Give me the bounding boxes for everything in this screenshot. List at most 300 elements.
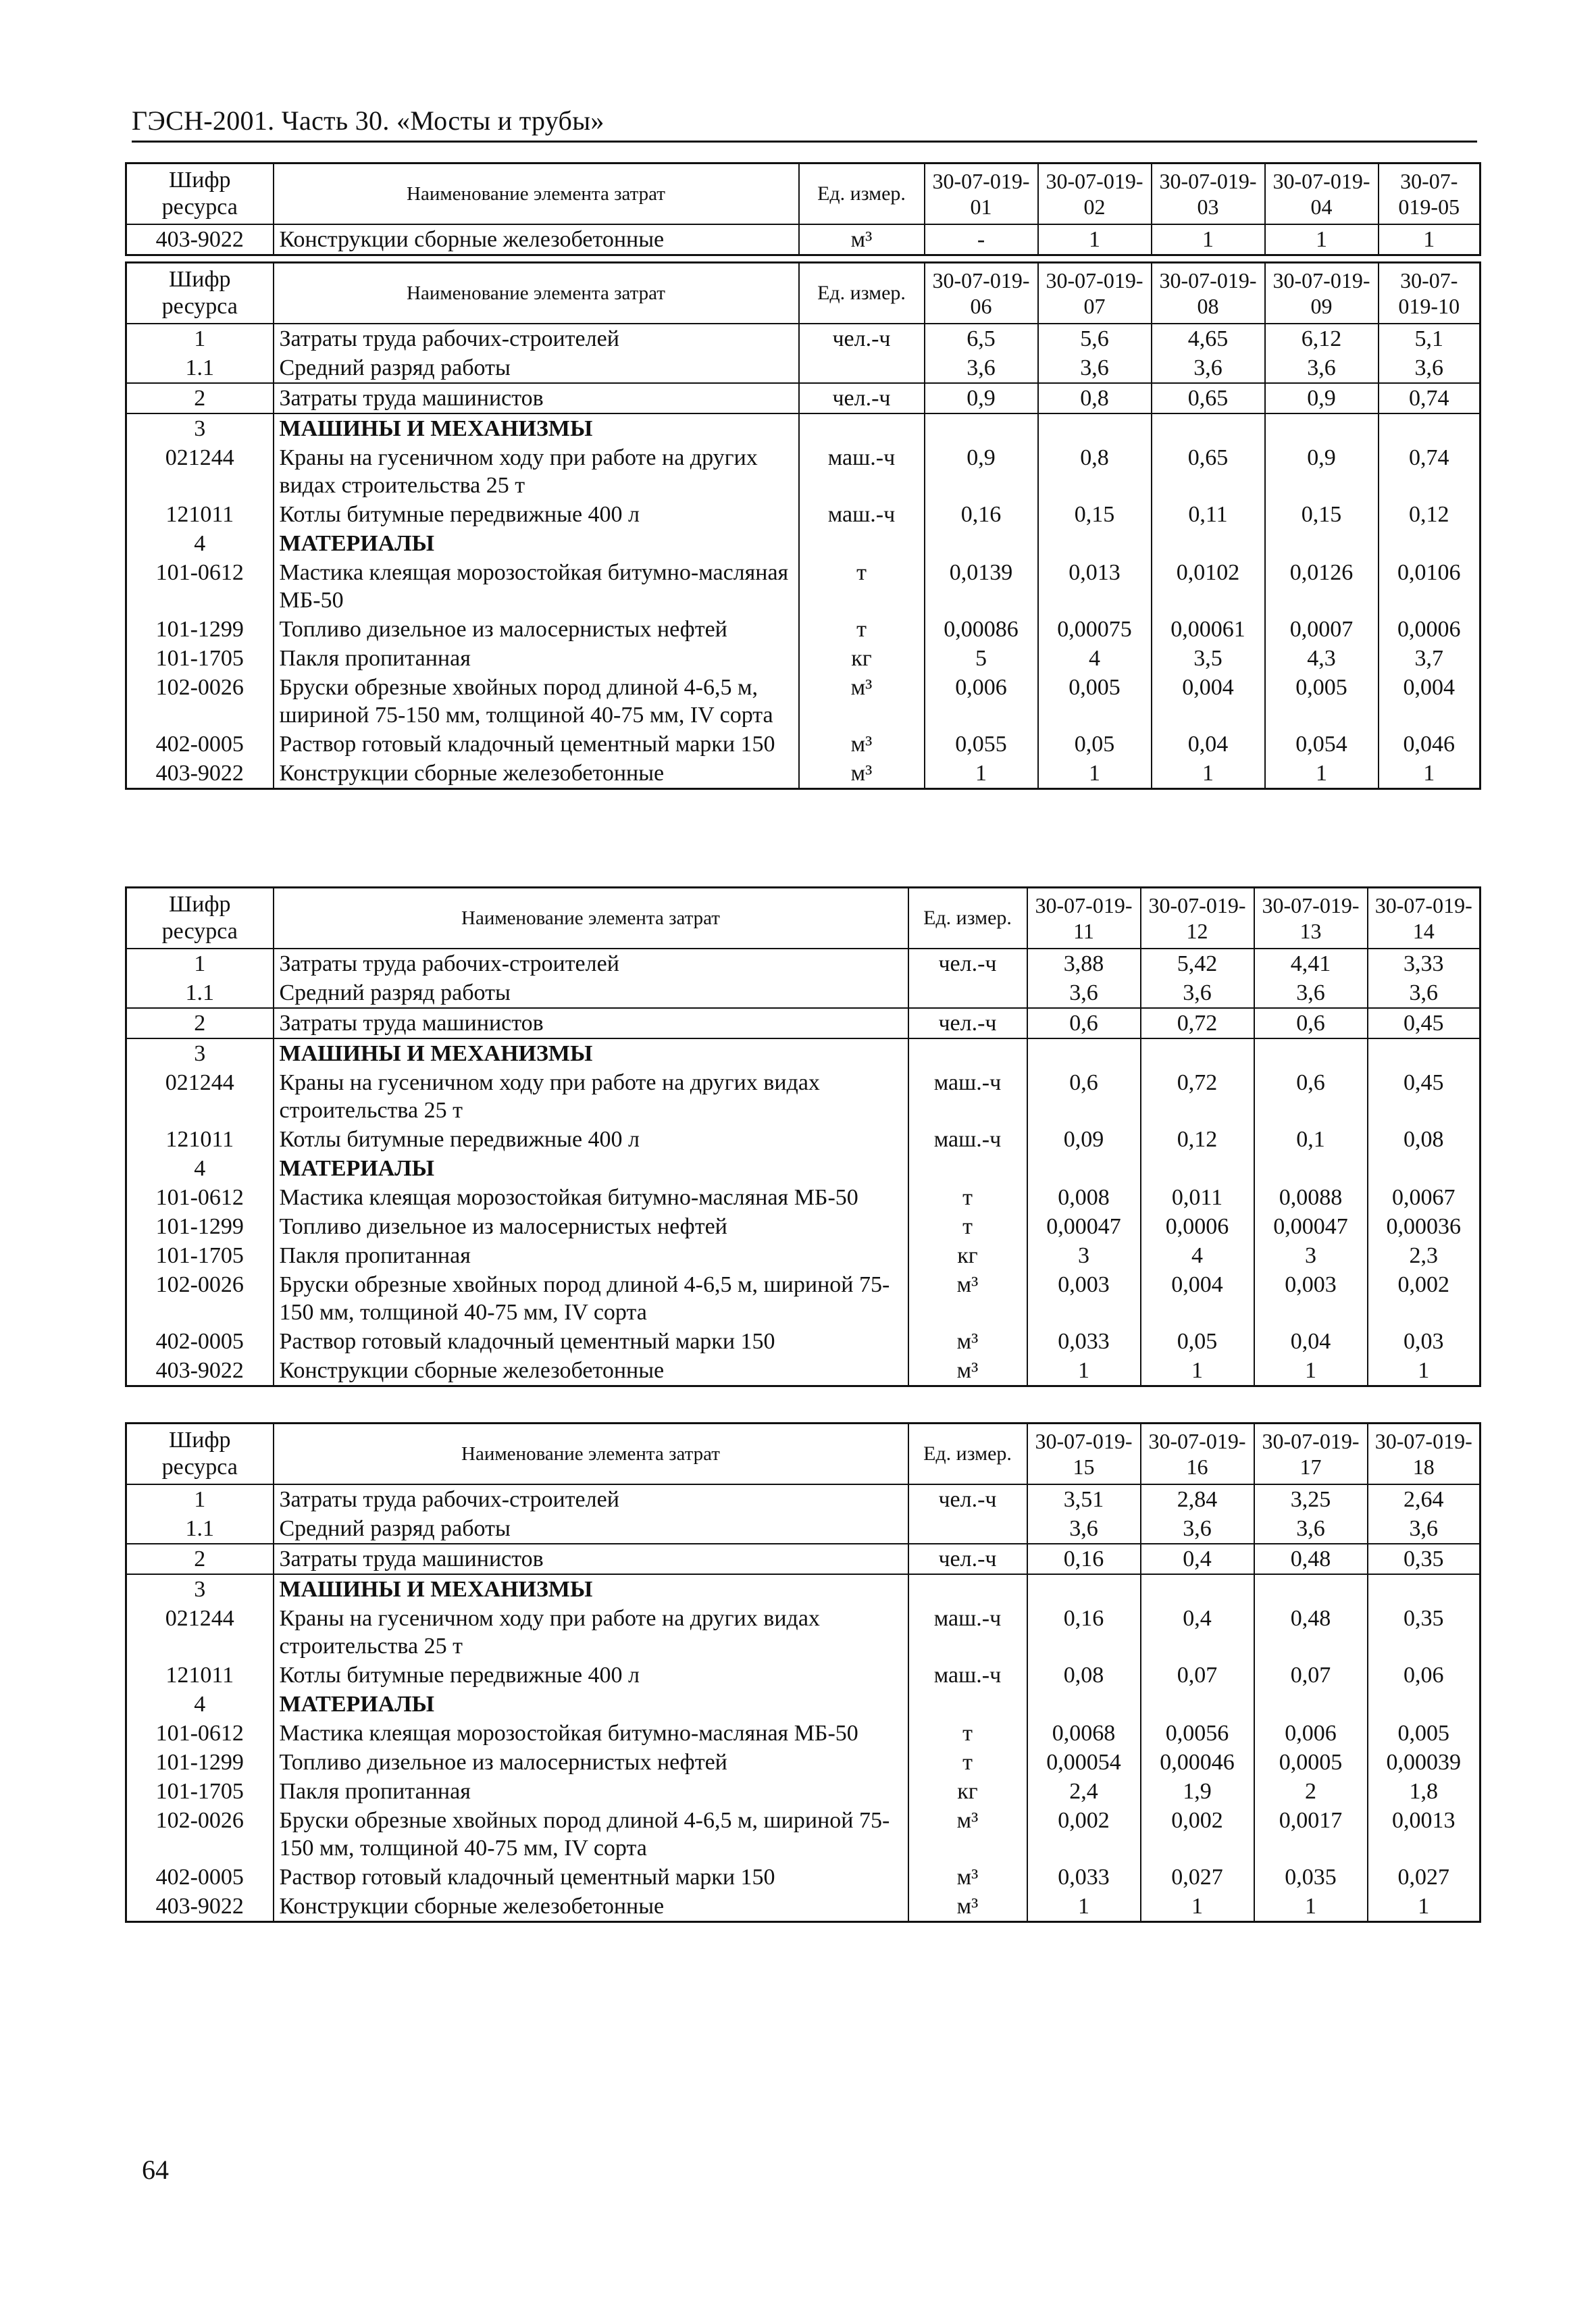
resource-code-cell: 101-0612 [126,1719,274,1748]
value-cell: 2,3 [1368,1241,1481,1270]
unit-cell: м³ [799,224,925,255]
value-cell: 0,72 [1141,1008,1254,1038]
value-cell: 3,6 [1152,353,1265,383]
section-row [126,1690,1481,1719]
value-cell [1368,1574,1481,1604]
value-cell: 5,6 [1038,324,1152,353]
unit-cell: м³ [908,1356,1027,1386]
value-cell: 0,005 [1368,1719,1481,1748]
value-cell: 0,35 [1368,1604,1481,1661]
resource-code-cell: 101-1705 [126,1241,274,1270]
resource-name-cell: Затраты труда машинистов [274,383,799,413]
value-cell: 0,055 [925,730,1038,759]
table-row [126,730,1481,759]
section-title-cell: МАТЕРИАЛЫ [274,529,799,558]
resource-table-4 [125,1422,1479,1923]
unit-cell: т [908,1212,1027,1241]
value-cell [1027,1574,1141,1604]
value-cell: 0,005 [1038,673,1152,730]
value-cell: 2 [1254,1777,1368,1806]
resource-name-cell: Мастика клеящая морозостойкая битумно-масляная МБ-50 [274,1183,908,1212]
header-row [126,888,1481,949]
value-cell: 0,07 [1141,1661,1254,1690]
resource-code-cell: 402-0005 [126,730,274,759]
value-cell: 1 [925,759,1038,789]
value-cell: 0,005 [1265,673,1379,730]
value-cell [1254,1690,1368,1719]
value-cell: 0,002 [1027,1806,1141,1863]
unit-cell: маш.-ч [908,1125,1027,1154]
value-cell [1368,1038,1481,1068]
value-cell: 0,0017 [1254,1806,1368,1863]
resource-name-cell: Затраты труда рабочих-строителей [274,949,908,978]
resource-name-cell: Конструкции сборные железобетонные [274,1892,908,1922]
value-cell: 3,6 [1254,978,1368,1008]
value-cell: 0,6 [1027,1068,1141,1125]
header-rate-code: 30-07-019-05 [1379,164,1481,225]
table-row [126,615,1481,644]
header-rate-code: 30-07-019-10 [1379,263,1481,324]
header-name: Наименование элемента затрат [274,1424,908,1485]
resource-name-cell: Затраты труда рабочих-строителей [274,1484,908,1514]
section-row [126,529,1481,558]
value-cell: 1 [1152,224,1265,255]
unit-cell: маш.-ч [908,1604,1027,1661]
unit-cell [908,1514,1027,1544]
resource-code-cell: 3 [126,1574,274,1604]
value-cell: 3,6 [1027,978,1141,1008]
resource-name-cell: Краны на гусеничном ходу при работе на других видах строительства 25 т [274,443,799,500]
value-cell: 0,008 [1027,1183,1141,1212]
table-row [126,673,1481,730]
table-row [126,1892,1481,1922]
header-code: Шифр ресурса [126,1424,274,1485]
header-rate-code: 30-07-019-03 [1152,164,1265,225]
value-cell: 0,0067 [1368,1183,1481,1212]
value-cell [1038,413,1152,443]
table-row [126,1863,1481,1892]
value-cell: 4,65 [1152,324,1265,353]
unit-cell: м³ [908,1327,1027,1356]
value-cell: 2,4 [1027,1777,1141,1806]
header-code: Шифр ресурса [126,888,274,949]
table-row [126,1008,1481,1038]
header-rate-code: 30-07-019-09 [1265,263,1379,324]
value-cell [1038,529,1152,558]
header-rate-code: 30-07-019-06 [925,263,1038,324]
header-rate-code: 30-07-019-15 [1027,1424,1141,1485]
table-row [126,1806,1481,1863]
unit-cell: чел.-ч [908,1544,1027,1574]
value-cell: 1 [1038,759,1152,789]
table-row [126,1270,1481,1327]
value-cell: 0,4 [1141,1544,1254,1574]
resource-name-cell: Краны на гусеничном ходу при работе на других видах строительства 25 т [274,1604,908,1661]
header-code: Шифр ресурса [126,263,274,324]
resource-name-cell: Средний разряд работы [274,978,908,1008]
header-rate-code: 30-07-019-13 [1254,888,1368,949]
value-cell: 0,6 [1027,1008,1141,1038]
value-cell: 3,33 [1368,949,1481,978]
value-cell: 0,0056 [1141,1719,1254,1748]
table-row [126,1777,1481,1806]
value-cell: 0,004 [1152,673,1265,730]
value-cell: 0,48 [1254,1544,1368,1574]
header-row [126,263,1481,324]
value-cell: 1 [1141,1356,1254,1386]
value-cell: 0,65 [1152,443,1265,500]
value-cell: 0,04 [1152,730,1265,759]
resource-table-1 [125,162,1479,256]
resource-name-cell: Бруски обрезные хвойных пород длиной 4-6,5 м, шириной 75-150 мм, толщиной 40-75 мм, IV сорта [274,1806,908,1863]
value-cell: 0,09 [1027,1125,1141,1154]
resource-code-cell: 102-0026 [126,673,274,730]
resource-name-cell: Конструкции сборные железобетонные [274,224,799,255]
unit-cell: м³ [799,673,925,730]
unit-cell: чел.-ч [908,1008,1027,1038]
value-cell [1027,1690,1141,1719]
resource-code-cell: 1 [126,1484,274,1514]
value-cell [1379,529,1481,558]
resource-name-cell: Затраты труда рабочих-строителей [274,324,799,353]
value-cell: 0,0007 [1265,615,1379,644]
value-cell: 0,9 [925,383,1038,413]
value-cell: 2,84 [1141,1484,1254,1514]
value-cell: 0,08 [1368,1125,1481,1154]
header-rate-code: 30-07-019-04 [1265,164,1379,225]
section-title-cell: МАТЕРИАЛЫ [274,1690,908,1719]
unit-cell: маш.-ч [908,1661,1027,1690]
value-cell [1254,1038,1368,1068]
header-rate-code: 30-07-019-08 [1152,263,1265,324]
resource-name-cell: Затраты труда машинистов [274,1544,908,1574]
header-name: Наименование элемента затрат [274,164,799,225]
value-cell: 4,41 [1254,949,1368,978]
value-cell: 0,74 [1379,383,1481,413]
value-cell: 1 [1254,1892,1368,1922]
resource-name-cell: Пакля пропитанная [274,644,799,673]
value-cell: 1 [1265,759,1379,789]
value-cell: 1 [1027,1892,1141,1922]
value-cell: 0,9 [1265,443,1379,500]
value-cell: 0,11 [1152,500,1265,529]
unit-cell: кг [908,1777,1027,1806]
resource-code-cell: 1.1 [126,1514,274,1544]
unit-cell: т [908,1719,1027,1748]
value-cell: 0,45 [1368,1068,1481,1125]
value-cell: 0,45 [1368,1008,1481,1038]
unit-cell: м³ [799,759,925,789]
header-unit: Ед. измер. [908,1424,1027,1485]
resource-code-cell: 021244 [126,1068,274,1125]
value-cell: 0,4 [1141,1604,1254,1661]
resource-code-cell: 121011 [126,1661,274,1690]
value-cell [925,413,1038,443]
unit-cell: т [799,558,925,615]
value-cell: 3,6 [1141,1514,1254,1544]
value-cell: - [925,224,1038,255]
value-cell: 0,9 [1265,383,1379,413]
resource-name-cell: Топливо дизельное из малосернистых нефтей [274,615,799,644]
value-cell [1141,1690,1254,1719]
resource-code-cell: 1 [126,949,274,978]
value-cell: 0,00046 [1141,1748,1254,1777]
resource-code-cell: 101-1299 [126,1748,274,1777]
value-cell: 0,00039 [1368,1748,1481,1777]
value-cell: 3,6 [1368,1514,1481,1544]
value-cell: 5,1 [1379,324,1481,353]
resource-code-cell: 402-0005 [126,1863,274,1892]
value-cell: 0,033 [1027,1863,1141,1892]
resource-code-cell: 101-1299 [126,615,274,644]
value-cell: 1 [1379,759,1481,789]
resource-code-cell: 101-0612 [126,558,274,615]
value-cell: 0,03 [1368,1327,1481,1356]
resource-code-cell: 403-9022 [126,759,274,789]
unit-cell: т [908,1748,1027,1777]
value-cell: 0,00086 [925,615,1038,644]
value-cell: 2,64 [1368,1484,1481,1514]
unit-cell: кг [908,1241,1027,1270]
value-cell [1265,529,1379,558]
value-cell: 0,16 [925,500,1038,529]
resource-name-cell: Мастика клеящая морозостойкая битумно-масляная МБ-50 [274,1719,908,1748]
table-row [126,1719,1481,1748]
value-cell [1152,529,1265,558]
value-cell: 0,003 [1254,1270,1368,1327]
value-cell: 3,6 [1254,1514,1368,1544]
resource-name-cell: Топливо дизельное из малосернистых нефтей [274,1748,908,1777]
value-cell: 3,6 [1027,1514,1141,1544]
value-cell: 0,035 [1254,1863,1368,1892]
table-row [126,1661,1481,1690]
value-cell: 1 [1368,1892,1481,1922]
resource-name-cell: Пакля пропитанная [274,1777,908,1806]
estimate-table [125,261,1481,790]
table-row [126,949,1481,978]
unit-cell [908,1574,1027,1604]
value-cell: 6,12 [1265,324,1379,353]
value-cell: 1 [1265,224,1379,255]
table-row [126,1327,1481,1356]
section-title-cell: МАШИНЫ И МЕХАНИЗМЫ [274,413,799,443]
header-name: Наименование элемента затрат [274,888,908,949]
value-cell [1265,413,1379,443]
value-cell: 1 [1038,224,1152,255]
value-cell [925,529,1038,558]
value-cell [1027,1154,1141,1183]
value-cell: 0,0006 [1141,1212,1254,1241]
unit-cell: м³ [908,1806,1027,1863]
unit-cell: маш.-ч [799,500,925,529]
table-row [126,353,1481,383]
resource-code-cell: 402-0005 [126,1327,274,1356]
value-cell: 3,51 [1027,1484,1141,1514]
section-row [126,1154,1481,1183]
resource-code-cell: 101-1299 [126,1212,274,1241]
table-row [126,224,1481,255]
unit-cell [908,1154,1027,1183]
resource-table-2 [125,261,1479,790]
value-cell: 3,6 [1038,353,1152,383]
value-cell: 3,6 [1141,978,1254,1008]
value-cell: 0,054 [1265,730,1379,759]
value-cell: 3,6 [1379,353,1481,383]
value-cell [1368,1690,1481,1719]
table-row [126,1748,1481,1777]
value-cell: 0,0006 [1379,615,1481,644]
resource-code-cell: 4 [126,1690,274,1719]
value-cell: 0,08 [1027,1661,1141,1690]
header-rate-code: 30-07-019-11 [1027,888,1141,949]
value-cell: 0,16 [1027,1544,1141,1574]
header-unit: Ед. измер. [908,888,1027,949]
resource-name-cell: Средний разряд работы [274,353,799,383]
value-cell: 4 [1038,644,1152,673]
unit-cell: кг [799,644,925,673]
value-cell: 0,033 [1027,1327,1141,1356]
resource-code-cell: 1.1 [126,353,274,383]
resource-code-cell: 3 [126,413,274,443]
value-cell [1141,1574,1254,1604]
table-row [126,1544,1481,1574]
unit-cell [799,529,925,558]
resource-code-cell: 2 [126,383,274,413]
table-row [126,1604,1481,1661]
unit-cell: чел.-ч [908,1484,1027,1514]
value-cell: 0,0088 [1254,1183,1368,1212]
value-cell: 0,74 [1379,443,1481,500]
value-cell: 0,00075 [1038,615,1152,644]
resource-name-cell: Котлы битумные передвижные 400 л [274,1125,908,1154]
value-cell: 3,7 [1379,644,1481,673]
value-cell: 5,42 [1141,949,1254,978]
table-row [126,558,1481,615]
value-cell: 0,35 [1368,1544,1481,1574]
value-cell [1368,1154,1481,1183]
header-rate-code: 30-07-019-18 [1368,1424,1481,1485]
value-cell [1152,413,1265,443]
resource-name-cell: Пакля пропитанная [274,1241,908,1270]
value-cell [1254,1154,1368,1183]
table-row [126,1183,1481,1212]
header-unit: Ед. измер. [799,164,925,225]
value-cell: 5 [925,644,1038,673]
table-row [126,1356,1481,1386]
header-code: Шифр ресурса [126,164,274,225]
resource-code-cell: 021244 [126,443,274,500]
resource-code-cell: 1.1 [126,978,274,1008]
unit-cell: маш.-ч [908,1068,1027,1125]
unit-cell [799,413,925,443]
resource-code-cell: 403-9022 [126,224,274,255]
header-rate-code: 30-07-019-17 [1254,1424,1368,1485]
section-row [126,1574,1481,1604]
section-row [126,1038,1481,1068]
resource-code-cell: 403-9022 [126,1356,274,1386]
resource-name-cell: Краны на гусеничном ходу при работе на других видах строительства 25 т [274,1068,908,1125]
resource-code-cell: 2 [126,1544,274,1574]
value-cell: 0,06 [1368,1661,1481,1690]
resource-name-cell: Раствор готовый кладочный цементный марки 150 [274,730,799,759]
value-cell: 1 [1379,224,1481,255]
value-cell: 0,004 [1141,1270,1254,1327]
table-row [126,978,1481,1008]
value-cell: 0,15 [1038,500,1152,529]
section-title-cell: МАТЕРИАЛЫ [274,1154,908,1183]
value-cell: 1 [1368,1356,1481,1386]
section-title-cell: МАШИНЫ И МЕХАНИЗМЫ [274,1574,908,1604]
resource-code-cell: 102-0026 [126,1806,274,1863]
unit-cell: м³ [908,1863,1027,1892]
resource-name-cell: Топливо дизельное из малосернистых нефтей [274,1212,908,1241]
resource-name-cell: Котлы битумные передвижные 400 л [274,1661,908,1690]
unit-cell [908,978,1027,1008]
section-row [126,413,1481,443]
value-cell: 1,9 [1141,1777,1254,1806]
value-cell: 0,6 [1254,1008,1368,1038]
value-cell: 6,5 [925,324,1038,353]
value-cell: 0,05 [1038,730,1152,759]
value-cell: 1 [1141,1892,1254,1922]
header-name: Наименование элемента затрат [274,263,799,324]
resource-code-cell: 101-1705 [126,644,274,673]
value-cell: 0,00061 [1152,615,1265,644]
value-cell: 3,5 [1152,644,1265,673]
resource-name-cell: Конструкции сборные железобетонные [274,759,799,789]
value-cell: 0,48 [1254,1604,1368,1661]
value-cell: 0,0013 [1368,1806,1481,1863]
value-cell: 0,006 [1254,1719,1368,1748]
value-cell: 0,003 [1027,1270,1141,1327]
unit-cell: м³ [799,730,925,759]
header-rate-code: 30-07-019-01 [925,164,1038,225]
value-cell [1027,1038,1141,1068]
resource-name-cell: Бруски обрезные хвойных пород длиной 4-6,5 м, шириной 75-150 мм, толщиной 40-75 мм, IV сорта [274,673,799,730]
table-row [126,1484,1481,1514]
estimate-table [125,886,1481,1387]
value-cell: 0,72 [1141,1068,1254,1125]
value-cell: 0,002 [1368,1270,1481,1327]
resource-code-cell: 101-0612 [126,1183,274,1212]
resource-code-cell: 021244 [126,1604,274,1661]
resource-name-cell: Затраты труда машинистов [274,1008,908,1038]
value-cell: 0,00036 [1368,1212,1481,1241]
value-cell: 0,027 [1368,1863,1481,1892]
header-rate-code: 30-07-019-14 [1368,888,1481,949]
table-row [126,443,1481,500]
value-cell: 0,0139 [925,558,1038,615]
value-cell: 0,00054 [1027,1748,1141,1777]
unit-cell: чел.-ч [908,949,1027,978]
resource-name-cell: Мастика клеящая морозостойкая битумно-масляная МБ-50 [274,558,799,615]
resource-name-cell: Средний разряд работы [274,1514,908,1544]
resource-name-cell: Раствор готовый кладочный цементный марки 150 [274,1863,908,1892]
resource-name-cell: Конструкции сборные железобетонные [274,1356,908,1386]
page-header-title: ГЭСН-2001. Часть 30. «Мосты и трубы» [132,105,604,136]
header-row [126,1424,1481,1485]
value-cell: 0,04 [1254,1327,1368,1356]
unit-cell [908,1690,1027,1719]
unit-cell [908,1038,1027,1068]
value-cell: 3,25 [1254,1484,1368,1514]
unit-cell: чел.-ч [799,383,925,413]
unit-cell: маш.-ч [799,443,925,500]
value-cell: 0,002 [1141,1806,1254,1863]
header-rule [132,141,1477,143]
value-cell: 4 [1141,1241,1254,1270]
value-cell: 0,004 [1379,673,1481,730]
